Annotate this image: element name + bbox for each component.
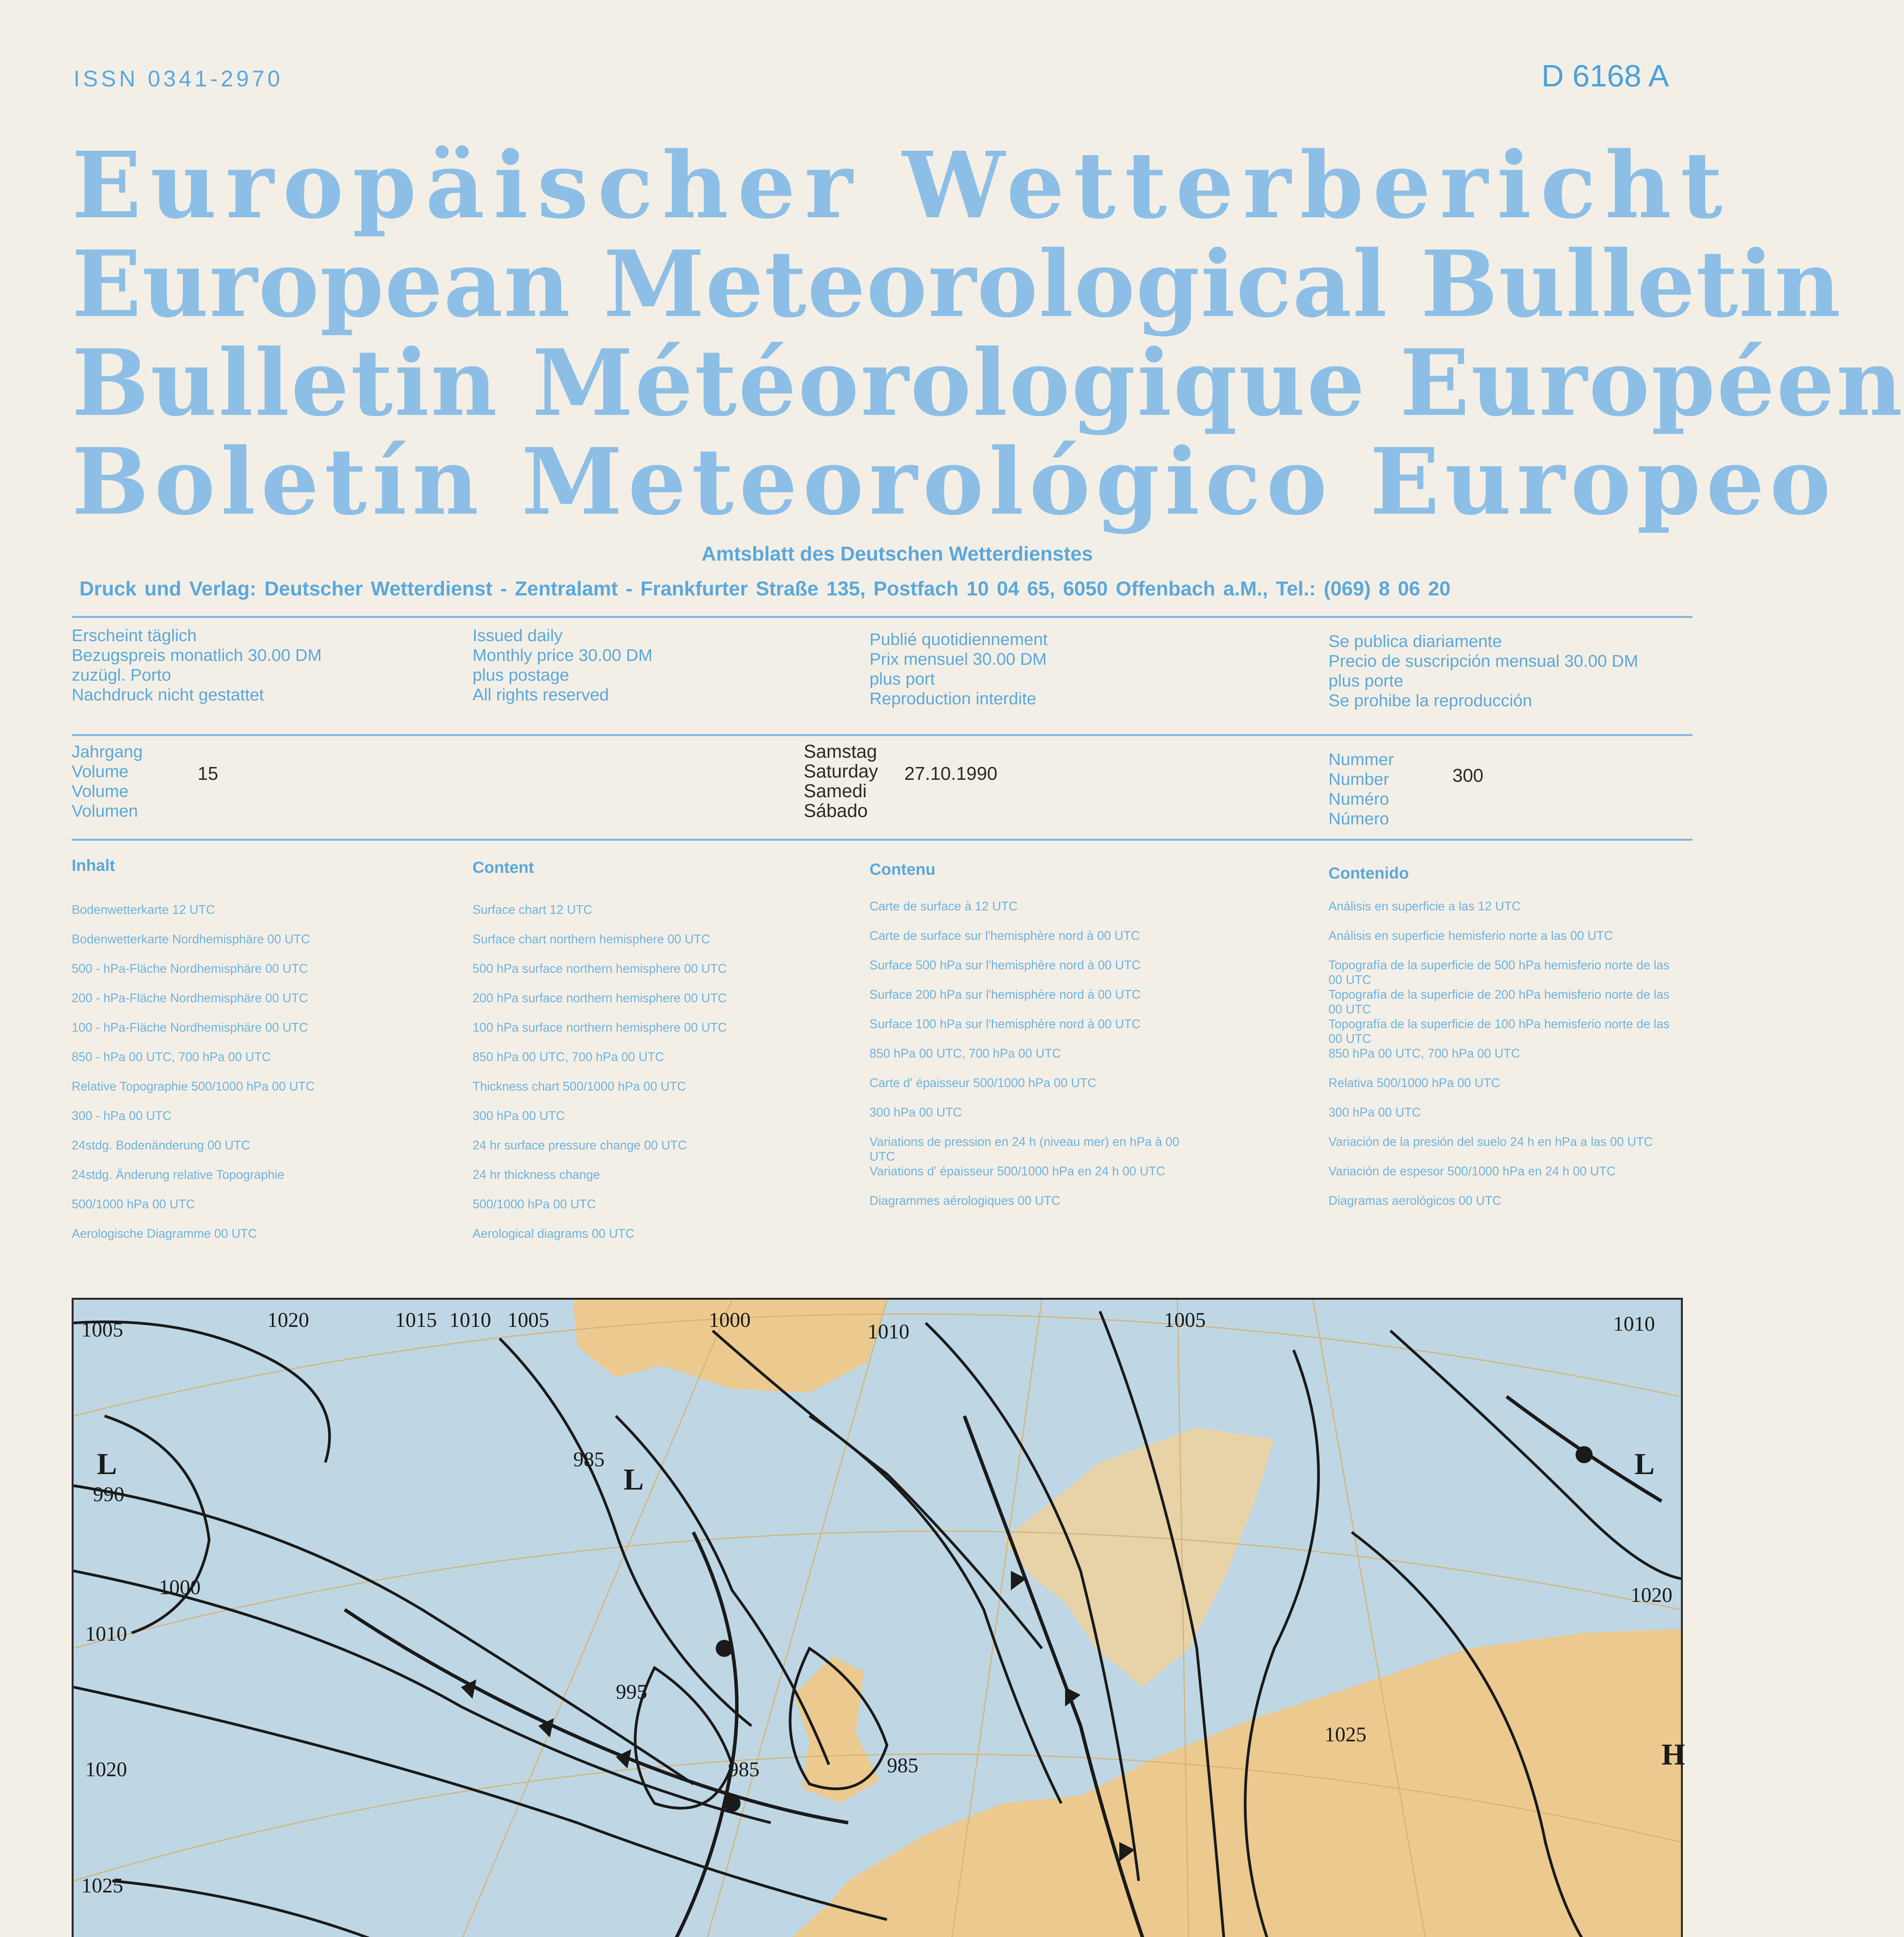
issue-date: 27.10.1990 bbox=[904, 764, 998, 784]
list-item: Diagramas aerológicos 00 UTC bbox=[1328, 1194, 1502, 1208]
list-item: 200 hPa surface northern hemisphere 00 UTC bbox=[473, 991, 727, 1005]
contents-list-french bbox=[870, 899, 1203, 1223]
low-pressure-centre: L bbox=[97, 1447, 117, 1481]
list-item: Relativa 500/1000 hPa 00 UTC bbox=[1328, 1076, 1500, 1090]
list-item: 850 hPa 00 UTC, 700 hPa 00 UTC bbox=[473, 1050, 664, 1064]
list-item: 24stdg. Bodenänderung 00 UTC bbox=[72, 1138, 250, 1152]
list-item: Análisis en superficie hemisferio norte a las 00 UTC bbox=[1328, 929, 1613, 943]
list-item: Variación de espesor 500/1000 hPa en 24 h 00 UTC bbox=[1328, 1164, 1616, 1178]
isobar-label: 1005 bbox=[1164, 1308, 1206, 1331]
isobar-label: 1010 bbox=[85, 1622, 127, 1645]
list-item: Topografía de la superficie de 200 hPa hemisferio norte de las 00 UTC bbox=[1328, 987, 1670, 1016]
list-item: Surface chart northern hemisphere 00 UTC bbox=[473, 932, 710, 946]
list-item: 100 hPa surface northern hemisphere 00 UTC bbox=[473, 1020, 727, 1034]
list-item: Aerologische Diagramme 00 UTC bbox=[72, 1227, 257, 1240]
divider bbox=[72, 616, 1693, 618]
list-item: Variación de la presión del suelo 24 h en hPa a las 00 UTC bbox=[1328, 1135, 1653, 1149]
contents-heading-spanish: Contenido bbox=[1328, 864, 1409, 882]
list-item: 500/1000 hPa 00 UTC bbox=[473, 1197, 596, 1211]
isobar-label: 1010 bbox=[1613, 1312, 1655, 1335]
divider bbox=[72, 734, 1693, 736]
contents-list-spanish bbox=[1328, 899, 1685, 1223]
surface-weather-map bbox=[72, 1298, 1683, 1937]
isobar-label: 985 bbox=[728, 1758, 760, 1781]
list-item: Aerological diagrams 00 UTC bbox=[473, 1227, 634, 1240]
list-item: 24stdg. Änderung relative Topographie bbox=[72, 1168, 285, 1182]
isobar-label: 1020 bbox=[1631, 1583, 1672, 1607]
isobar-label: 1020 bbox=[267, 1308, 309, 1331]
list-item: Bodenwetterkarte Nordhemisphäre 00 UTC bbox=[72, 932, 310, 946]
subscription-spanish: Se publica diariamente Precio de suscripción mensual 30.00 DM plus porte Se prohibe la reproducción bbox=[1328, 632, 1638, 710]
subscription-french: Publié quotidiennement Prix mensuel 30.00 DM plus port Reproduction interdite bbox=[870, 630, 1048, 708]
isobar-label: 1015 bbox=[395, 1308, 437, 1331]
contents-heading-german: Inhalt bbox=[72, 856, 115, 874]
list-item: Surface 500 hPa sur l'hemisphère nord à 00 UTC bbox=[870, 958, 1141, 972]
isobar-label: 1000 bbox=[709, 1308, 751, 1331]
list-item: 850 hPa 00 UTC, 700 hPa 00 UTC bbox=[1328, 1046, 1520, 1060]
list-item: Relative Topographie 500/1000 hPa 00 UTC bbox=[72, 1079, 315, 1093]
list-item: Variations d' épaisseur 500/1000 hPa en 24 h 00 UTC bbox=[870, 1164, 1165, 1178]
list-item: 500 hPa surface northern hemisphere 00 UTC bbox=[473, 962, 727, 975]
isobar-label: 1000 bbox=[159, 1576, 201, 1599]
list-item: 300 hPa 00 UTC bbox=[473, 1109, 565, 1123]
subscription-german: Erscheint täglich Bezugspreis monatlich 30.00 DM zuzügl. Porto Nachdruck nicht gestattet bbox=[72, 626, 322, 704]
contents-list-english bbox=[473, 895, 727, 1248]
document-code: D 6168 A bbox=[1541, 58, 1669, 93]
subscription-english: Issued daily Monthly price 30.00 DM plus postage All rights reserved bbox=[473, 626, 653, 704]
low-pressure-centre: L bbox=[624, 1462, 644, 1496]
isobar-label: 1010 bbox=[868, 1320, 909, 1343]
volume-labels: Jahrgang Volume Volume Volumen bbox=[72, 742, 143, 821]
isobar-label: 990 bbox=[93, 1483, 124, 1506]
isobar-label: 985 bbox=[573, 1448, 605, 1471]
list-item: 500 - hPa-Fläche Nordhemisphäre 00 UTC bbox=[72, 962, 308, 975]
list-item: Thickness chart 500/1000 hPa 00 UTC bbox=[473, 1079, 686, 1093]
high-pressure-centre: H bbox=[1662, 1737, 1685, 1771]
list-item: 100 - hPa-Fläche Nordhemisphäre 00 UTC bbox=[72, 1020, 308, 1034]
title-french: Bulletin Météorologique Européen bbox=[72, 329, 1904, 437]
isobar-label: 1025 bbox=[81, 1874, 123, 1897]
issue-number: 300 bbox=[1452, 766, 1484, 786]
list-item: Carte d' épaisseur 500/1000 hPa 00 UTC bbox=[870, 1076, 1097, 1090]
list-item: Surface chart 12 UTC bbox=[473, 903, 593, 917]
list-item: 300 hPa 00 UTC bbox=[870, 1105, 962, 1119]
list-item: Diagrammes aérologiques 00 UTC bbox=[870, 1194, 1060, 1208]
list-item: Carte de surface à 12 UTC bbox=[870, 899, 1018, 913]
contents-list-german bbox=[72, 895, 314, 1248]
title-english: European Meteorological Bulletin bbox=[72, 230, 1842, 338]
divider bbox=[72, 839, 1693, 841]
title-german: Europäischer Wetterbericht bbox=[72, 131, 1732, 239]
list-item: 300 - hPa 00 UTC bbox=[72, 1109, 172, 1123]
publisher-line: Druck und Verlag: Deutscher Wetterdienst - Zentralamt - Frankfurter Straße 135, Postfach 10 04 65, 6050 Offenbach a.M., Tel.: (069) 8 06 20 bbox=[79, 578, 1451, 600]
list-item: Análisis en superficie a las 12 UTC bbox=[1328, 899, 1521, 913]
volume-value: 15 bbox=[198, 764, 218, 784]
number-labels: Nummer Number Numéro Número bbox=[1328, 750, 1394, 828]
list-item: 300 hPa 00 UTC bbox=[1328, 1105, 1421, 1119]
isobar-label: 995 bbox=[616, 1680, 647, 1703]
list-item: Topografía de la superficie de 500 hPa hemisferio norte de las 00 UTC bbox=[1328, 958, 1670, 987]
title-spanish: Boletín Meteorológico Europeo bbox=[72, 428, 1836, 535]
list-item: Topografía de la superficie de 100 hPa hemisferio norte de las 00 UTC bbox=[1328, 1017, 1670, 1046]
isobar-label: 1005 bbox=[81, 1318, 123, 1341]
list-item: 500/1000 hPa 00 UTC bbox=[72, 1197, 195, 1211]
issn-number: ISSN 0341-2970 bbox=[74, 66, 283, 91]
list-item: 24 hr surface pressure change 00 UTC bbox=[473, 1138, 687, 1152]
isobar-label: 1010 bbox=[449, 1308, 491, 1331]
weekday-labels: Samstag Saturday Samedi Sábado bbox=[804, 741, 878, 821]
official-gazette-line: Amtsblatt des Deutschen Wetterdienstes bbox=[701, 543, 1093, 565]
contents-heading-english: Content bbox=[473, 858, 534, 876]
isobar-label: 1005 bbox=[507, 1308, 549, 1331]
list-item: 200 - hPa-Fläche Nordhemisphäre 00 UTC bbox=[72, 991, 308, 1005]
list-item: 850 hPa 00 UTC, 700 hPa 00 UTC bbox=[870, 1046, 1061, 1060]
list-item: Carte de surface sur l'hemisphère nord à 00 UTC bbox=[870, 929, 1140, 943]
list-item: Variations de pression en 24 h (niveau mer) en hPa à 00 UTC bbox=[870, 1135, 1179, 1163]
list-item: 850 - hPa 00 UTC, 700 hPa 00 UTC bbox=[72, 1050, 271, 1064]
list-item: Bodenwetterkarte 12 UTC bbox=[72, 903, 215, 917]
contents-heading-french: Contenu bbox=[870, 860, 936, 878]
low-pressure-centre: L bbox=[1634, 1447, 1655, 1481]
map-drawing bbox=[74, 1300, 1685, 1937]
isobar-label: 985 bbox=[887, 1754, 918, 1777]
isobar-label: 1025 bbox=[1325, 1723, 1366, 1746]
list-item: 24 hr thickness change bbox=[473, 1168, 600, 1182]
isobar-label: 1020 bbox=[85, 1758, 127, 1781]
list-item: Surface 100 hPa sur l'hemisphère nord à 00 UTC bbox=[870, 1017, 1141, 1031]
list-item: Surface 200 hPa sur l'hemisphère nord à 00 UTC bbox=[870, 987, 1141, 1001]
